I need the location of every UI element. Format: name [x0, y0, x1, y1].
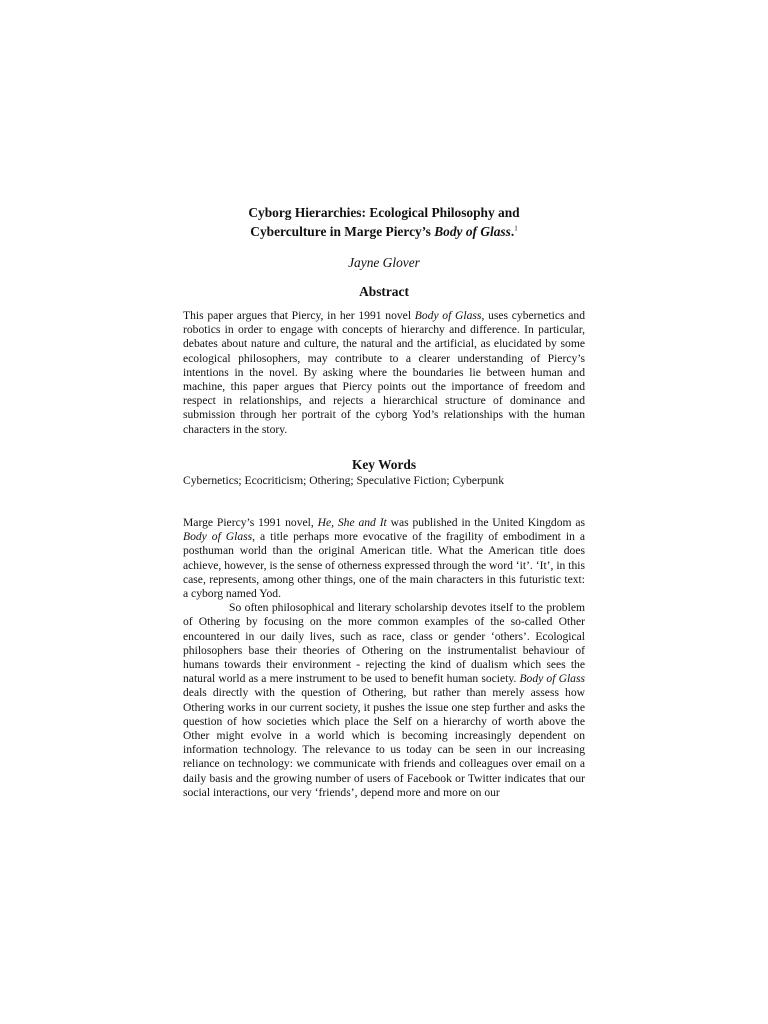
footnote-marker: 1	[514, 224, 518, 233]
abstract-text	[183, 309, 585, 437]
body-p1-title-2: Body of Glass	[183, 530, 253, 544]
author-name: Jayne Glover	[348, 255, 420, 270]
body-p1-b: was published in the United Kingdom as	[386, 516, 586, 530]
abstract-part-1: This paper argues that Piercy, in her 1991 novel	[183, 309, 415, 322]
keywords-list: Cybernetics; Ecocriticism; Othering; Speculative Fiction; Cyberpunk	[183, 473, 505, 487]
keywords-heading: Key Words	[351, 456, 417, 472]
abstract-novel-name: Body of Glass	[414, 309, 482, 322]
body-p2-title-1: Body of Glass	[519, 672, 585, 686]
body-p1-c: , a title perhaps more evocative of the fragility of embodiment in a posthuman world than the original American title. What the American title does achieve, however, is the sense of otherness expressed through the word ‘it’. ‘It’, in this case, represents, among other things, one of the main characters in this futuristic text: a cyborg named Yod.	[183, 530, 585, 601]
body-paragraph-1	[183, 516, 585, 601]
title-period: .	[510, 224, 515, 239]
body-p1-a: Marge Piercy’s 1991 novel,	[183, 516, 318, 530]
body-paragraph-2	[183, 601, 585, 800]
paper-title	[183, 203, 585, 241]
abstract-part-2: , uses cybernetics and robotics in order to engage with concepts of hierarchy and difference. In particular, debates about nature and culture, the natural and the artificial, as elucidated by some ecological philosophers, may contribute to a clearer understanding of Piercy’s intentions in the novel. By asking where the boundaries lie between human and machine, this paper argues that Piercy points out the importance of freedom and respect in relationships, and rejects a hierarchical structure of dominance and submission through her portrait of the cyborg Yod’s relationships with the human characters in the story.	[183, 309, 585, 436]
body-p2-b: deals directly with the question of Othering, but rather than merely assess how Othering works in our current society, it pushes the issue one step further and asks the question of how societies which place the Self on a hierarchy of worth above the Other might evolve in a world which is becoming increasingly dependent on information technology. The relevance to us today can be seen in our increasing reliance on technology: we communicate with friends and colleagues over email on a daily basis and the growing number of users of Facebook or Twitter indicates that our social interactions, our very ‘friends’, depend more and more on our	[183, 686, 585, 799]
title-line-2	[183, 222, 585, 241]
body-p1-title-1: He, She and It	[317, 516, 387, 530]
body-p2-a: So often philosophical and literary scholarship devotes itself to the problem of Othering by focusing on the more common examples of the so-called Other encountered in our daily lives, such as race, class or gender ‘others’. Ecological philosophers base their theories of Othering on the instrumentalist behaviour of humans towards their environment - rejecting the kind of dualism which sees the natural world as a mere instrument to be used to benefit human society.	[183, 601, 585, 686]
title-line-2-text: Cyberculture in Marge Piercy’s	[250, 224, 435, 239]
title-novel-name: Body of Glass	[434, 224, 511, 239]
paper-page	[183, 203, 585, 800]
title-line-1: Cyborg Hierarchies: Ecological Philosophy and	[248, 205, 520, 220]
abstract-heading: Abstract	[359, 284, 409, 299]
